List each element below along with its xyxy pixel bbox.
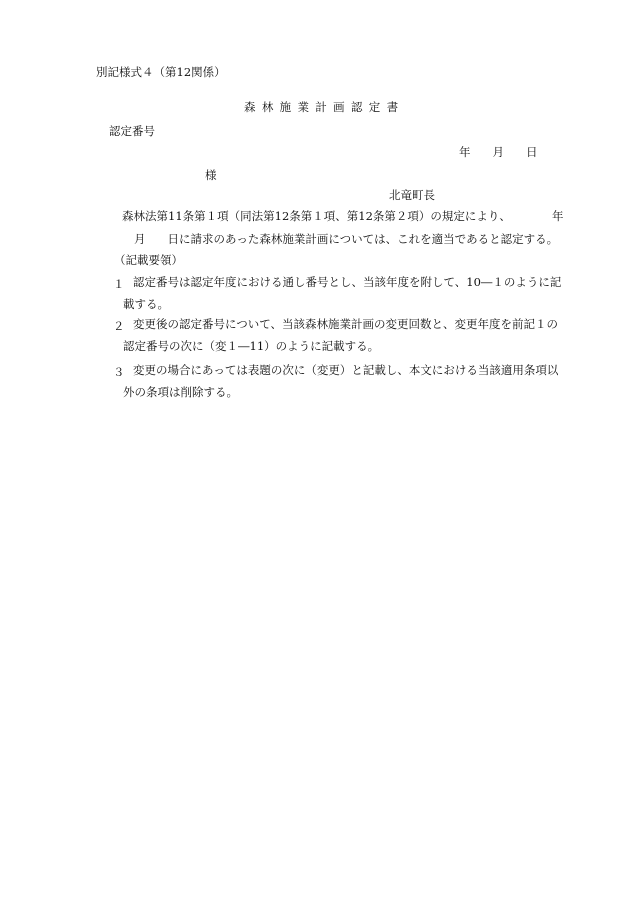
note-number: ２ — [113, 319, 125, 333]
form-label: 別記様式４（第12関係） — [96, 65, 226, 79]
body-year: 年 — [552, 209, 564, 223]
date-line — [459, 146, 538, 160]
note-text-line: 認定番号は認定年度における通し番号とし、当該年度を附して、10―１のように記 — [133, 275, 562, 289]
note-text-line: 変更の場合にあっては表題の次に（変更）と記載し、本文における当該適用条項以 — [133, 363, 559, 377]
date-month: 月 — [492, 145, 504, 159]
document-title: 森林施業計画認定書 — [244, 100, 405, 114]
note-text-line: 載する。 — [123, 297, 169, 311]
note-number: １ — [113, 277, 125, 291]
note-text-line: 認定番号の次に（変１―11）のように記載する。 — [123, 339, 380, 353]
date-day: 日 — [526, 145, 538, 159]
note-number: ３ — [113, 365, 125, 379]
addressee-suffix: 様 — [205, 168, 217, 182]
issuer: 北竜町長 — [389, 188, 435, 202]
date-year: 年 — [459, 145, 471, 159]
note-text-line: 変更後の認定番号について、当該森林施業計画の変更回数と、変更年度を前記１の — [133, 317, 559, 331]
body-line-1: 森林法第11条第１項（同法第12条第１項、第12条第２項）の規定により、 — [122, 209, 511, 223]
cert-number-label: 認定番号 — [109, 124, 155, 138]
body-month: 月 — [134, 232, 146, 246]
body-line-2 — [134, 233, 558, 247]
notes-heading: （記載要領） — [114, 253, 183, 267]
note-text-line: 外の条項は削除する。 — [123, 385, 238, 399]
body-line-2-text: 日に請求のあった森林施業計画については、これを適当であると認定する。 — [167, 232, 559, 246]
